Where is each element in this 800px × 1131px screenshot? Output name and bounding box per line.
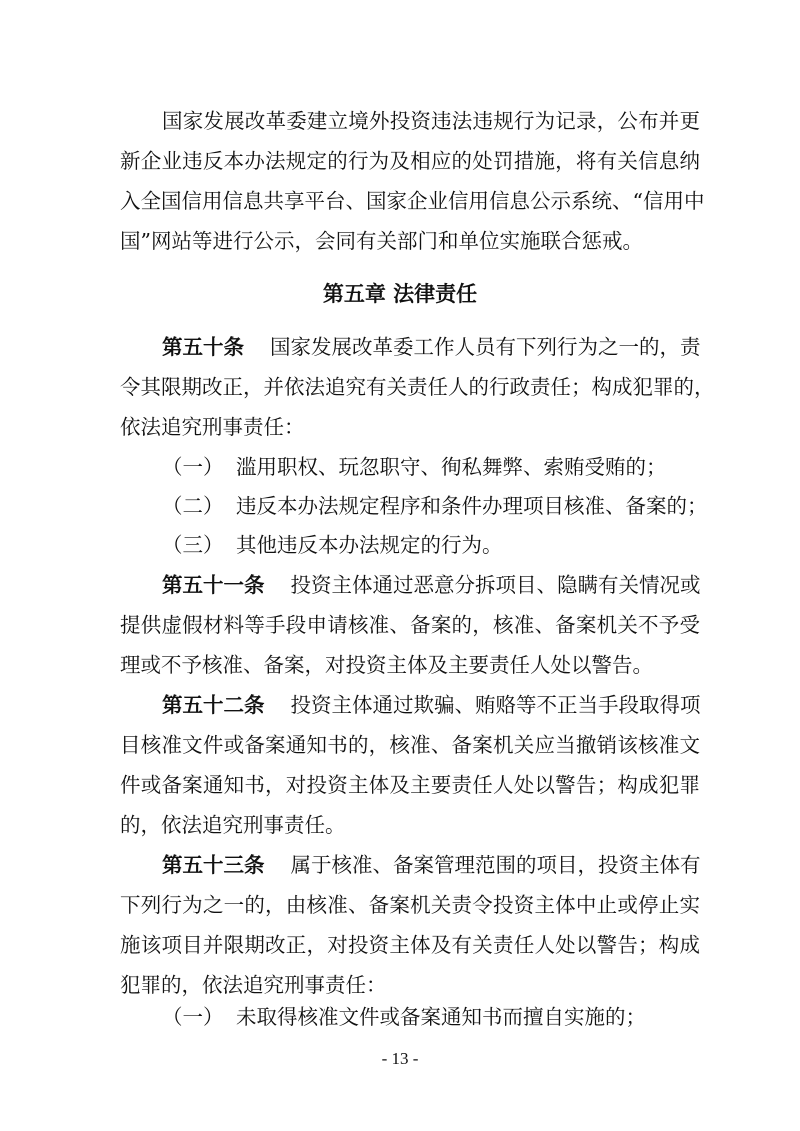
article-line [162,848,700,882]
article-line: 令其限期改正，并依法追究有关责任人的行政责任；构成犯罪的， [120,375,715,399]
page-number: - 13 - [381,1049,419,1068]
article-line [162,330,700,364]
article-text: 投资主体通过恶意分拆项目、隐瞒有关情况或 [290,573,701,597]
article-label: 第五十三条 [162,853,265,877]
article-text: 投资主体通过欺骗、贿赂等不正当手段取得项 [290,693,701,717]
chapter-title: 第五章 法律责任 [322,282,478,306]
article-line: 的，依法追究刑事责任。 [120,813,346,837]
paragraph-line: 国”网站等进行公示，会同有关部门和单位实施联合惩戒。 [120,229,643,253]
article-line: 依法追究刑事责任： [120,415,305,439]
list-item-text: 未取得核准文件或备案通知书而擅自实施的； [236,1005,646,1029]
list-item [162,450,700,484]
article-line: 目核准文件或备案通知书的，核准、备案机关应当撤销该核准文 [120,733,700,757]
article-line: 犯罪的，依法追究刑事责任： [120,973,387,997]
paragraph-line: 新企业违反本办法规定的行为及相应的处罚措施，将有关信息纳 [120,149,700,173]
paragraph-line: 入全国信用信息共享平台、国家企业信用信息公示系统、“信用中 [120,189,705,213]
list-item-number: （三） [162,533,224,557]
list-item [162,1000,700,1034]
article-line [162,688,700,722]
article-line: 件或备案通知书，对投资主体及主要责任人处以警告；构成犯罪 [120,773,700,797]
paragraph-line: 国家发展改革委建立境外投资违法违规行为记录，公布并更 [162,109,700,133]
list-item-number: （二） [162,494,224,518]
article-label: 第五十二条 [162,693,265,717]
article-text: 属于核准、备案管理范围的项目，投资主体有 [290,853,701,877]
article-label: 第五十条 [162,335,244,359]
article-line: 施该项目并限期改正，对投资主体及有关责任人处以警告；构成 [120,933,700,957]
article-text: 国家发展改革委工作人员有下列行为之一的，责 [270,335,701,359]
list-item-text: 其他违反本办法规定的行为。 [236,533,503,557]
article-line: 理或不予核准、备案，对投资主体及主要责任人处以警告。 [120,653,653,677]
article-label: 第五十一条 [162,573,265,597]
list-item-text: 滥用职权、玩忽职守、徇私舞弊、索贿受贿的； [236,455,667,479]
article-line: 提供虚假材料等手段申请核准、备案的，核准、备案机关不予受 [120,613,700,637]
list-item-number: （一） [162,1005,224,1029]
list-item-text: 违反本办法规定程序和条件办理项目核准、备案的； [236,494,708,518]
list-item-number: （一） [162,455,224,479]
list-item [162,489,708,523]
article-line: 下列行为之一的，由核准、备案机关责令投资主体中止或停止实 [120,893,700,917]
list-item [162,528,700,562]
article-line [162,568,700,602]
